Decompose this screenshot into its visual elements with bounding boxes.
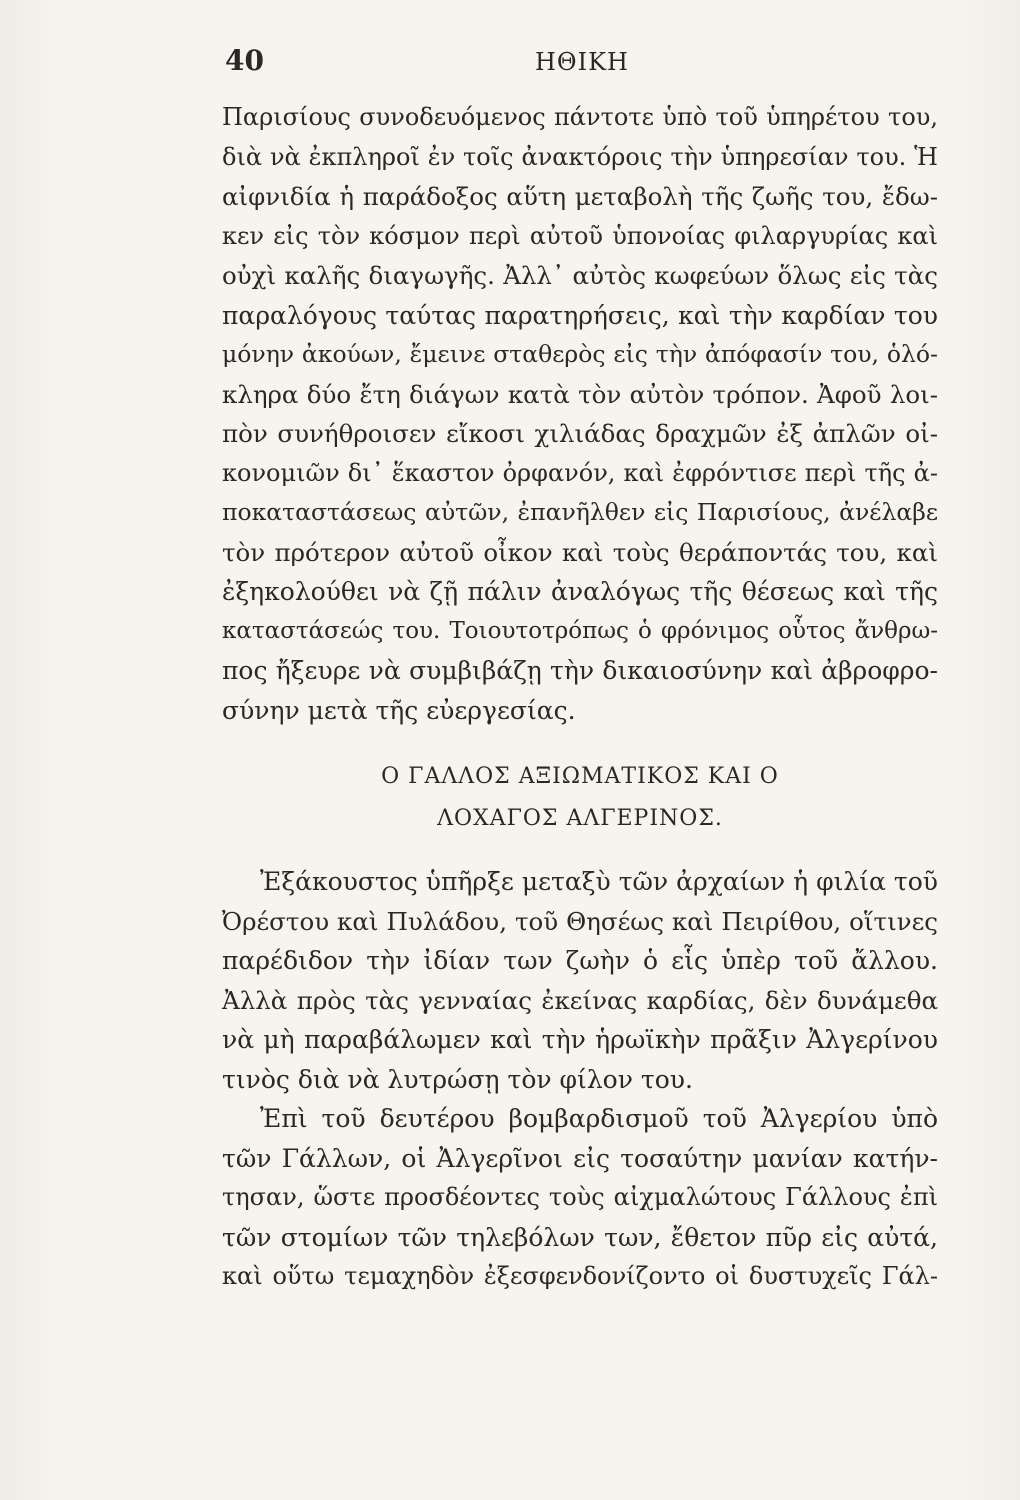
text-line: τὸν πρότερον αὐτοῦ οἶκον καὶ τοὺς θεράποντάς του, καὶ [222,537,938,567]
text-line: τινὸς διὰ νὰ λυτρώσῃ τὸν φίλον του. [222,1064,693,1094]
text-line: πὸν συνήθροισεν εἴκοσι χιλιάδας δραχμῶν ἐξ ἀπλῶν οἰ- [222,419,938,448]
text-line: κονομιῶν δι᾽ ἕκαστον ὀρφανόν, καὶ ἐφρόντισε περὶ τῆς ἀ- [222,458,938,487]
paragraph-1 [222,98,938,730]
text-line: τῶν Γάλλων, οἱ Ἀλγερῖνοι εἰς τοσαύτην μανίαν κατήν- [222,1143,938,1173]
body-text [222,98,938,1297]
text-line: κεν εἰς τὸν κόσμον περὶ αὐτοῦ ὑπονοίας φιλαργυρίας καὶ [222,221,938,250]
text-line: οὐχὶ καλῆς διαγωγῆς. Ἀλλ᾽ αὐτὸς κωφεύων ὅλως εἰς τὰς [222,261,938,290]
text-line: διὰ νὰ ἐκπληροῖ ἐν τοῖς ἀνακτόροις τὴν ὑπηρεσίαν του. Ἡ [222,142,938,171]
text-line: Παρισίους συνοδευόμενος πάντοτε ὑπὸ τοῦ ὑπηρέτου του, [222,103,938,131]
heading-line: Ο ΓΑΛΛΟΣ ΑΞΙΩΜΑΤΙΚΟΣ ΚΑΙ Ο [381,764,779,789]
text-line: Ἐπὶ τοῦ δευτέρου βομβαρδισμοῦ τοῦ Ἀλγερίου ὑπὸ [260,1104,938,1133]
heading-line: ΛΟΧΑΓΟΣ ΑΛΓΕΡΙΝΟΣ. [437,806,723,831]
page-number: 40 [225,44,264,77]
text-line: σύνην μετὰ τῆς εὐεργεσίας. [222,695,576,725]
text-line: Ὀρέστου καὶ Πυλάδου, τοῦ Θησέως καὶ Πειρίθου, οἵτινες [222,906,938,936]
text-line: νὰ μὴ παραβάλωμεν καὶ τὴν ἡρωϊκὴν πρᾶξιν Ἀλγερίνου [222,1025,938,1054]
page-header [225,44,941,84]
text-line: καὶ οὕτω τεμαχηδὸν ἐξεσφενδονίζοντο οἱ δυστυχεῖς Γάλ- [222,1262,938,1290]
text-line: παρέδιδον τὴν ἰδίαν των ζωὴν ὁ εἷς ὑπὲρ τοῦ ἄλλου. [222,946,938,975]
text-line: κληρα δύο ἔτη διάγων κατὰ τὸν αὐτὸν τρόπον. Ἀφοῦ λοι- [222,379,938,409]
text-line: Ἀλλὰ πρὸς τὰς γενναίας ἐκείνας καρδίας, δὲν δυνάμεθα [222,985,938,1015]
text-line: τῶν στομίων τῶν τηλεβόλων των, ἔθετον πῦρ εἰς αὐτά, [222,1222,938,1252]
text-line: τησαν, ὥστε προσδέοντες τοὺς αἰχμαλώτους Γάλλους ἐπὶ [222,1183,938,1211]
text-line: παραλόγους ταύτας παρατηρήσεις, καὶ τὴν καρδίαν του [222,300,938,330]
text-line: ἐξηκολούθει νὰ ζῇ πάλιν ἀναλόγως τῆς θέσεως καὶ τῆς [222,577,938,606]
text-line: ποκαταστάσεως αὐτῶν, ἐπανῆλθεν εἰς Παρισίους, ἀνέλαβε [222,498,938,526]
section-heading [222,730,938,862]
text-line: μόνην ἀκούων, ἔμεινε σταθερὸς εἰς τὴν ἀπόφασίν του, ὁλό- [222,340,938,368]
paragraph-2 [222,862,938,1099]
text-line: Ἐξάκουστος ὑπῆρξε μεταξὺ τῶν ἀρχαίων ἡ φιλία τοῦ [260,867,938,896]
running-title: ΗΘΙΚΗ [535,48,629,76]
text-line: πος ἤξευρε νὰ συμβιβάζῃ τὴν δικαιοσύνην καὶ ἀβροφρο- [222,656,938,685]
text-line: καταστάσεώς του. Τοιουτοτρόπως ὁ φρόνιμος οὗτος ἄνθρω- [222,617,938,644]
text-line: αἰφνιδία ἡ παράδοξος αὕτη μεταβολὴ τῆς ζωῆς του, ἔδω- [222,182,938,211]
paragraph-3 [222,1099,938,1297]
